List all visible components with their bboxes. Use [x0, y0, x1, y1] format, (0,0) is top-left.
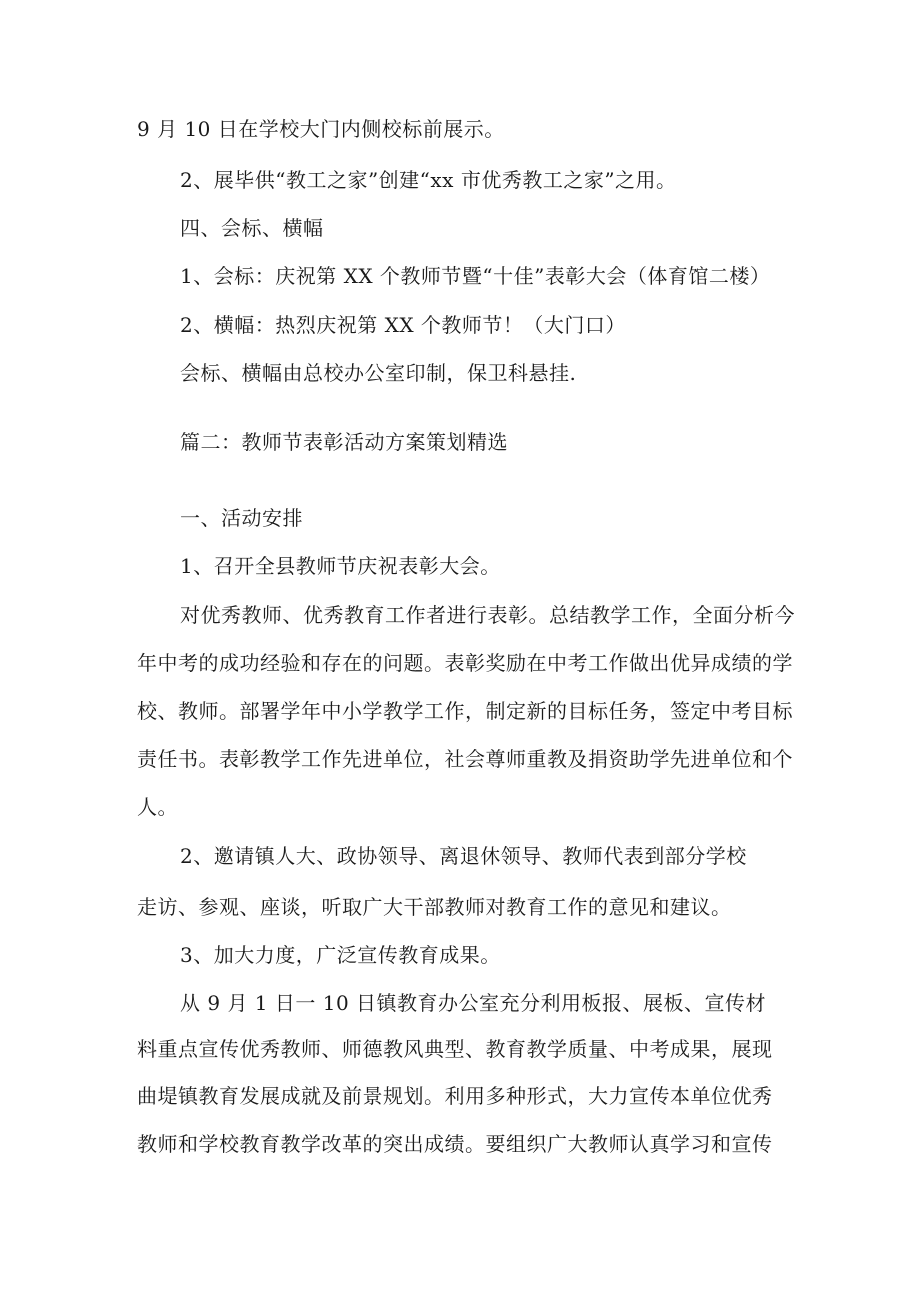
- text-line-19: 料重点宣传优秀教师、师德教风典型、教育教学质量、中考成果，展现: [137, 1037, 773, 1061]
- text-line-6: 会标、横幅由总校办公室印制，保卫科悬挂.: [180, 361, 577, 385]
- text-line-17: 3、加大力度，广泛宣传教育成果。: [180, 943, 501, 967]
- text-line-1: 9 月 10 日在学校大门内侧校标前展示。: [137, 117, 505, 141]
- text-line-4: 1、会标：庆祝第 XX 个教师节暨“十佳”表彰大会（体育馆二楼）: [180, 264, 771, 288]
- text-line-10: 对优秀教师、优秀教育工作者进行表彰。总结教学工作，全面分析今: [180, 603, 795, 627]
- text-line-12: 校、教师。部署学年中小学教学工作，制定新的目标任务，签定中考目标: [137, 699, 793, 723]
- text-line-13: 责任书。表彰教学工作先进单位，社会尊师重教及捐资助学先进单位和个: [137, 747, 793, 771]
- text-line-14: 人。: [137, 795, 178, 819]
- section-heading-4: 四、会标、横幅: [180, 216, 324, 240]
- section-heading-1: 一、活动安排: [180, 506, 303, 530]
- text-line-5: 2、横幅：热烈庆祝第 XX 个教师节！（大门口）: [180, 313, 626, 337]
- text-line-2: 2、展毕供“教工之家”创建“xx 市优秀教工之家”之用。: [180, 168, 677, 192]
- text-line-9: 1、召开全县教师节庆祝表彰大会。: [180, 554, 501, 578]
- text-line-18: 从 9 月 1 日一 10 日镇教育办公室充分利用板报、展板、宣传材: [180, 991, 767, 1015]
- text-line-20: 曲堤镇教育发展成就及前景规划。利用多种形式，大力宣传本单位优秀: [137, 1084, 773, 1108]
- text-line-15: 2、邀请镇人大、政协领导、离退休领导、教师代表到部分学校: [180, 844, 747, 868]
- article-title: 篇二：教师节表彰活动方案策划精选: [180, 430, 508, 454]
- text-line-11: 年中考的成功经验和存在的问题。表彰奖励在中考工作做出优异成绩的学: [137, 651, 793, 675]
- text-line-21: 教师和学校教育教学改革的突出成绩。要组织广大教师认真学习和宣传: [137, 1132, 773, 1156]
- text-line-16: 走访、参观、座谈，听取广大干部教师对教育工作的意见和建议。: [137, 895, 732, 919]
